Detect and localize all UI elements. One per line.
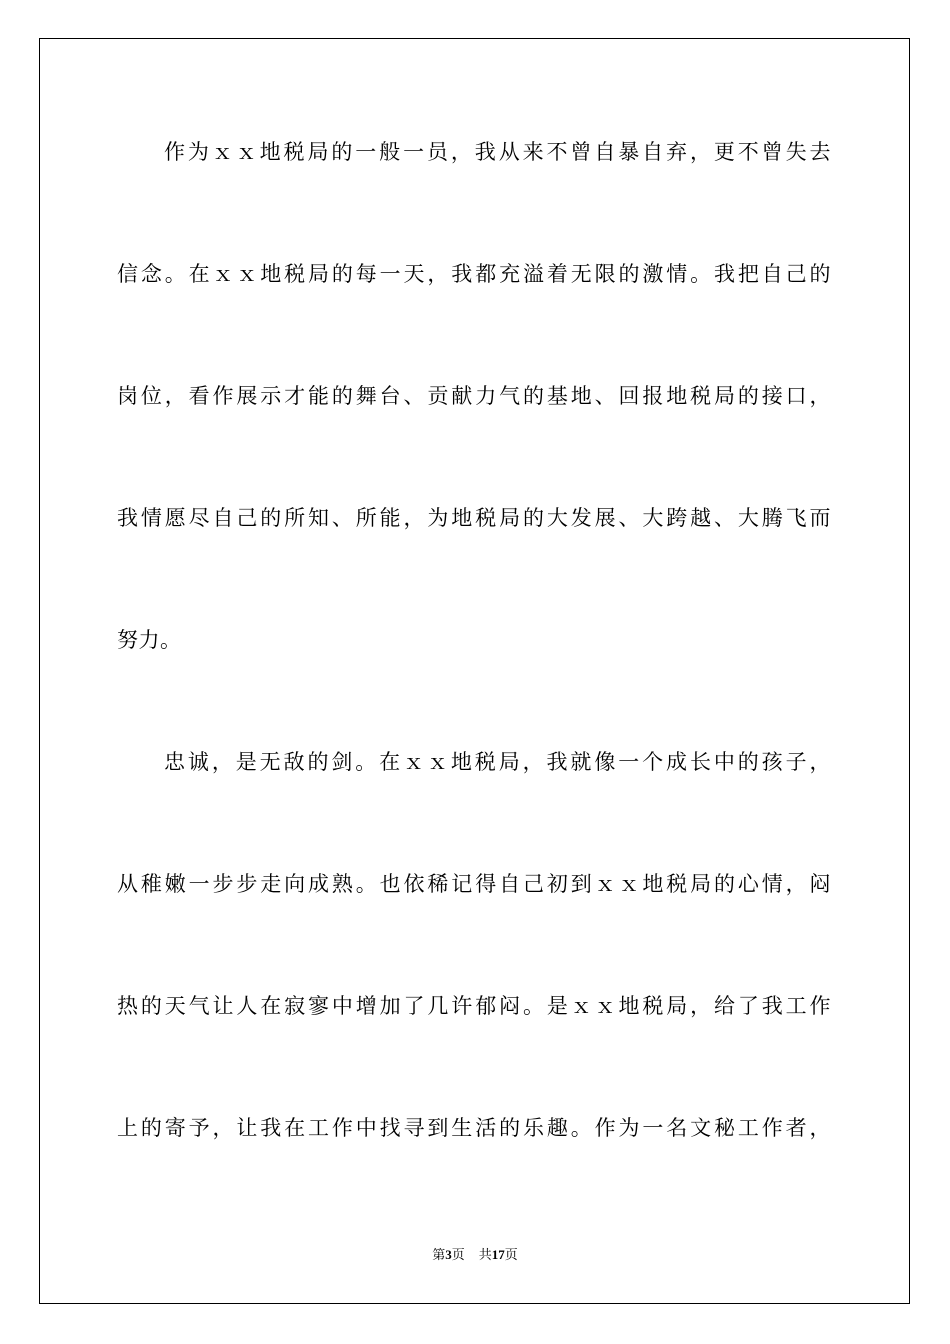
paragraph-1-line-5: 努力。	[117, 628, 182, 652]
footer-total-suffix: 页	[504, 1248, 518, 1263]
footer-page-number: 3	[445, 1247, 452, 1262]
paragraph-2-line-1: 忠诚，是无敌的剑。在ｘｘ地税局，我就像一个成长中的孩子，	[164, 750, 831, 774]
paragraph-1-line-4: 我情愿尽自己的所知、所能，为地税局的大发展、大跨越、大腾飞而	[117, 506, 831, 530]
paragraph-2-line-2: 从稚嫩一步步走向成熟。也依稀记得自己初到ｘｘ地税局的心情，闷	[117, 872, 831, 896]
footer-total-prefix: 共	[478, 1248, 492, 1263]
page-footer	[0, 1246, 950, 1265]
paragraph-2-line-4: 上的寄予，让我在工作中找寻到生活的乐趣。作为一名文秘工作者，	[117, 1116, 831, 1140]
paragraph-2-line-3: 热的天气让人在寂寥中增加了几许郁闷。是ｘｘ地税局，给了我工作	[117, 994, 831, 1018]
footer-page-suffix: 页	[451, 1248, 465, 1263]
footer-total-pages: 17	[491, 1247, 505, 1262]
paragraph-1-line-2: 信念。在ｘｘ地税局的每一天，我都充溢着无限的激情。我把自己的	[117, 262, 831, 286]
paragraph-1-line-1: 作为ｘｘ地税局的一般一员，我从来不曾自暴自弃，更不曾失去	[164, 140, 831, 164]
footer-page-prefix: 第	[432, 1248, 446, 1263]
paragraph-1-line-3: 岗位，看作展示才能的舞台、贡献力气的基地、回报地税局的接口，	[117, 384, 831, 408]
